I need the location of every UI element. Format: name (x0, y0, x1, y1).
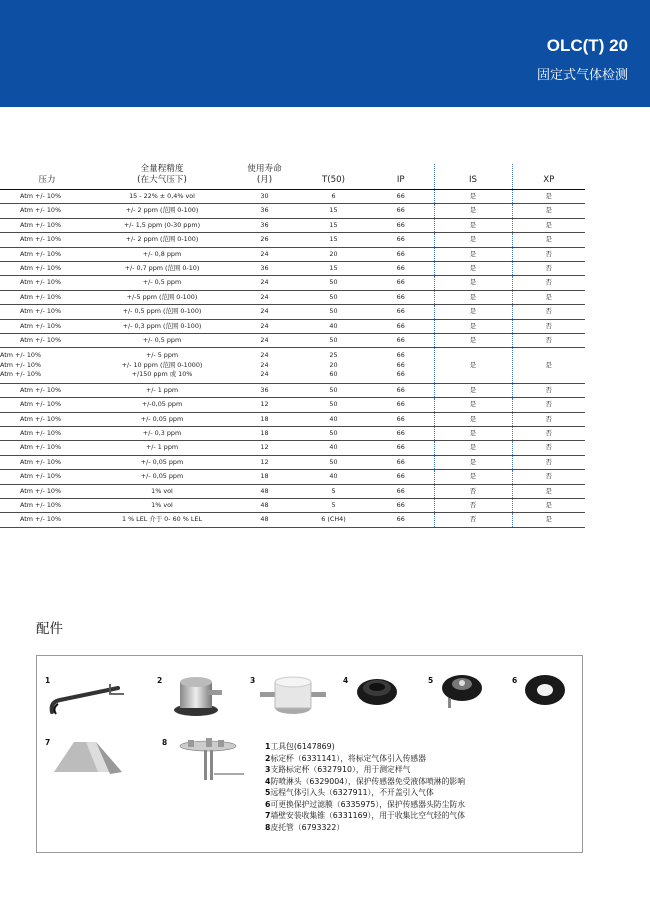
cell-life: 48 (230, 513, 299, 527)
legend-text: 支路标定杯（6327910），用于测定样气 (270, 765, 411, 774)
cell-xp: 否 (512, 383, 585, 397)
cell-xp: 是 (512, 348, 585, 383)
item-number-2: 2 (157, 676, 163, 685)
cell-pressure: Atm +/- 10% (0, 204, 94, 218)
cell-is: 是 (434, 455, 512, 469)
cell-life: 48 (230, 484, 299, 498)
header-banner (0, 0, 650, 107)
cell-life: 24 (230, 290, 299, 304)
cell-pressure: Atm +/- 10% (0, 334, 94, 348)
remote-gas-head-image (436, 670, 486, 712)
cell-accuracy: +/- 1 ppm (94, 441, 230, 455)
legend-number: 6 (265, 799, 271, 809)
cell-pressure: Atm +/- 10% (0, 498, 94, 512)
legend-text: 工具包(6147869) (270, 742, 335, 751)
cell-accuracy: +/- 0,3 ppm (94, 426, 230, 440)
cell-is: 是 (434, 190, 512, 204)
cell-life: 36 (230, 204, 299, 218)
table-row (0, 455, 585, 469)
cell-t50: 15 (299, 262, 368, 276)
page-title: OLC(T) 20 (546, 36, 628, 55)
table-row (0, 247, 585, 261)
cell-xp: 是 (512, 190, 585, 204)
legend-item (265, 822, 465, 834)
cell-t50: 6 (CH4) (299, 513, 368, 527)
cell-accuracy: 1% vol (94, 498, 230, 512)
cell-is: 是 (434, 247, 512, 261)
cell-accuracy: +/-0,05 ppm (94, 398, 230, 412)
cell-xp: 否 (512, 441, 585, 455)
cell-xp: 否 (512, 305, 585, 319)
table-row (0, 319, 585, 333)
cell-is: 否 (434, 498, 512, 512)
cell-is: 是 (434, 290, 512, 304)
cell-t50: 20 (299, 247, 368, 261)
header-t50: T(50) (299, 164, 368, 190)
item-number-7: 7 (45, 738, 51, 747)
cell-ip: 66 (368, 441, 434, 455)
filter-membrane-image (522, 672, 568, 708)
cell-is: 否 (434, 513, 512, 527)
cell-accuracy: +/- 0,05 ppm (94, 455, 230, 469)
cell-life: 12 (230, 398, 299, 412)
cell-xp: 否 (512, 426, 585, 440)
cell-is: 是 (434, 305, 512, 319)
item-number-4: 4 (343, 676, 349, 685)
legend-number: 3 (265, 765, 271, 774)
cell-accuracy: +/- 0,5 ppm (94, 276, 230, 290)
legend-number: 4 (265, 776, 271, 786)
cell-accuracy: +/- 5 ppm +/- 10 ppm (范围 0-1000) +/150 ppm 或 10% (94, 348, 230, 383)
cell-is: 是 (434, 398, 512, 412)
cell-t50: 6 (299, 190, 368, 204)
cell-t50: 50 (299, 276, 368, 290)
cell-accuracy: +/- 0,5 ppm (范围 0-100) (94, 305, 230, 319)
cell-pressure: Atm +/- 10% (0, 441, 94, 455)
table-row (0, 383, 585, 397)
pitot-tube-image (178, 734, 250, 782)
cell-life: 48 (230, 498, 299, 512)
cell-t50: 50 (299, 455, 368, 469)
cell-xp: 否 (512, 398, 585, 412)
cell-xp: 否 (512, 412, 585, 426)
cell-ip: 66 (368, 334, 434, 348)
cell-pressure: Atm +/- 10% (0, 218, 94, 232)
header-accuracy: 全量程精度 (在大气压下) (94, 164, 230, 190)
table-row (0, 470, 585, 484)
cell-ip: 66 (368, 498, 434, 512)
legend-text: 远程气体引入头（6327911），不开盖引入气体 (270, 788, 434, 797)
spray-head-image (352, 672, 402, 708)
cell-accuracy: +/- 0,7 ppm (范围 0-10) (94, 262, 230, 276)
cell-ip: 66 (368, 262, 434, 276)
legend-text: 可更换保护过滤膜（6335975），保护传感器头防尘防水 (270, 799, 465, 809)
cell-accuracy: +/- 1,5 ppm (0-30 ppm) (94, 218, 230, 232)
item-number-1: 1 (45, 676, 51, 685)
cell-t50: 50 (299, 398, 368, 412)
table-row (0, 276, 585, 290)
cell-xp: 否 (512, 247, 585, 261)
cell-xp: 是 (512, 233, 585, 247)
cell-t50: 50 (299, 426, 368, 440)
cell-is: 是 (434, 319, 512, 333)
table-row (0, 334, 585, 348)
cell-is: 是 (434, 470, 512, 484)
cell-pressure: Atm +/- 10% (0, 262, 94, 276)
cell-is: 否 (434, 484, 512, 498)
table-row (0, 498, 585, 512)
cell-xp: 否 (512, 276, 585, 290)
legend-item (265, 764, 465, 776)
table-row (0, 513, 585, 527)
table-row (0, 305, 585, 319)
cell-xp: 否 (512, 262, 585, 276)
cell-pressure: Atm +/- 10% (0, 455, 94, 469)
legend-item (265, 787, 465, 799)
cell-pressure: Atm +/- 10% (0, 319, 94, 333)
cell-ip: 66 (368, 412, 434, 426)
cell-xp: 是 (512, 498, 585, 512)
header-life: 使用寿命 (月) (230, 164, 299, 190)
legend-item (265, 799, 465, 811)
table-row (0, 441, 585, 455)
cell-xp: 否 (512, 334, 585, 348)
table-row (0, 484, 585, 498)
legend-text: 标定杯（6331141），将标定气体引入传感器 (270, 753, 427, 763)
legend-number: 1 (265, 742, 271, 751)
cell-life: 36 (230, 218, 299, 232)
cell-accuracy: +/- 2 ppm (范围 0-100) (94, 204, 230, 218)
cell-life: 24 (230, 247, 299, 261)
cell-ip: 66 (368, 305, 434, 319)
cell-pressure: Atm +/- 10% (0, 190, 94, 204)
cell-ip: 66 (368, 190, 434, 204)
cell-accuracy: 1% vol (94, 484, 230, 498)
cell-ip: 66 (368, 484, 434, 498)
cell-is: 是 (434, 426, 512, 440)
cell-t50: 50 (299, 305, 368, 319)
cell-life: 24 (230, 305, 299, 319)
cell-is: 是 (434, 383, 512, 397)
cell-t50: 15 (299, 233, 368, 247)
cell-life: 18 (230, 470, 299, 484)
cell-pressure: Atm +/- 10% (0, 513, 94, 527)
table-row (0, 290, 585, 304)
tool-kit-image (48, 680, 128, 722)
cell-is: 是 (434, 412, 512, 426)
cell-t50: 15 (299, 204, 368, 218)
accessories-title: 配件 (36, 621, 63, 637)
cell-ip: 66 (368, 455, 434, 469)
cell-pressure: Atm +/- 10% (0, 305, 94, 319)
cell-accuracy: +/- 0,05 ppm (94, 470, 230, 484)
cell-is: 是 (434, 204, 512, 218)
cell-life: 24 (230, 334, 299, 348)
cell-ip: 66 66 66 (368, 348, 434, 383)
legend-item (265, 741, 465, 753)
cell-ip: 66 (368, 247, 434, 261)
cell-is: 是 (434, 262, 512, 276)
cell-t50: 40 (299, 441, 368, 455)
cell-ip: 66 (368, 470, 434, 484)
cell-ip: 66 (368, 426, 434, 440)
legend-number: 8 (265, 822, 271, 832)
table-header-row (0, 164, 585, 190)
table-row (0, 190, 585, 204)
legend-text: 防喷淋头（6329004），保护传感器免受液体喷淋的影响 (270, 776, 465, 786)
header-xp: XP (512, 164, 585, 190)
cell-ip: 66 (368, 218, 434, 232)
cell-ip: 66 (368, 398, 434, 412)
cell-xp: 否 (512, 470, 585, 484)
cell-xp: 是 (512, 218, 585, 232)
legend-text: 皮托管（6793322） (270, 822, 345, 832)
legend-number: 2 (265, 753, 271, 763)
legend-item (265, 753, 465, 765)
legend-item (265, 810, 465, 822)
cell-accuracy: +/-5 ppm (范围 0-100) (94, 290, 230, 304)
table-row (0, 426, 585, 440)
cell-xp: 否 (512, 455, 585, 469)
cell-xp: 是 (512, 204, 585, 218)
cell-ip: 66 (368, 204, 434, 218)
cell-life: 24 24 24 (230, 348, 299, 383)
header-is: IS (434, 164, 512, 190)
legend-item (265, 776, 465, 788)
cell-ip: 66 (368, 290, 434, 304)
header-ip: IP (368, 164, 434, 190)
cell-t50: 25 20 60 (299, 348, 368, 383)
cell-is: 是 (434, 334, 512, 348)
cell-ip: 66 (368, 233, 434, 247)
item-number-8: 8 (162, 738, 168, 747)
cell-t50: 5 (299, 484, 368, 498)
cell-is: 是 (434, 276, 512, 290)
cell-pressure: Atm +/- 10% (0, 398, 94, 412)
cell-accuracy: +/- 2 ppm (范围 0-100) (94, 233, 230, 247)
header-pressure: 压力 (0, 164, 94, 190)
table-row-multi (0, 348, 585, 383)
cell-t50: 40 (299, 470, 368, 484)
cell-accuracy: +/- 0,05 ppm (94, 412, 230, 426)
cell-life: 36 (230, 262, 299, 276)
cell-accuracy: +/- 0,8 ppm (94, 247, 230, 261)
legend-text: 墙壁安装收集锥（6331169），用于收集比空气轻的气体 (270, 811, 465, 820)
cell-pressure: Atm +/- 10% Atm +/- 10% Atm +/- 10% (0, 348, 94, 383)
cell-accuracy: +/- 0,3 ppm (范围 0-100) (94, 319, 230, 333)
cell-pressure: Atm +/- 10% (0, 233, 94, 247)
cell-xp: 是 (512, 290, 585, 304)
cell-life: 30 (230, 190, 299, 204)
collecting-cone-image (52, 740, 124, 776)
cell-pressure: Atm +/- 10% (0, 426, 94, 440)
cell-t50: 5 (299, 498, 368, 512)
cell-life: 12 (230, 441, 299, 455)
cell-ip: 66 (368, 513, 434, 527)
table-row (0, 412, 585, 426)
cell-life: 18 (230, 412, 299, 426)
cell-is: 是 (434, 218, 512, 232)
table-row (0, 233, 585, 247)
cell-xp: 是 (512, 513, 585, 527)
bypass-cup-image (258, 672, 328, 717)
table-row (0, 218, 585, 232)
legend-number: 5 (265, 788, 271, 797)
cell-xp: 否 (512, 319, 585, 333)
cell-ip: 66 (368, 319, 434, 333)
cell-life: 18 (230, 426, 299, 440)
legend-number: 7 (265, 811, 271, 820)
cell-ip: 66 (368, 383, 434, 397)
table-row (0, 398, 585, 412)
cell-xp: 是 (512, 484, 585, 498)
cell-life: 26 (230, 233, 299, 247)
spec-table (0, 164, 585, 528)
calibration-cup-image (168, 670, 228, 720)
cell-life: 24 (230, 276, 299, 290)
cell-accuracy: +/- 1 ppm (94, 383, 230, 397)
cell-accuracy: +/- 0,5 ppm (94, 334, 230, 348)
cell-t50: 50 (299, 334, 368, 348)
item-number-5: 5 (428, 676, 434, 685)
cell-t50: 50 (299, 383, 368, 397)
cell-ip: 66 (368, 276, 434, 290)
cell-pressure: Atm +/- 10% (0, 412, 94, 426)
cell-pressure: Atm +/- 10% (0, 383, 94, 397)
item-number-3: 3 (250, 676, 256, 685)
page-subtitle: 固定式气体检测 (536, 68, 628, 83)
cell-is: 是 (434, 441, 512, 455)
cell-pressure: Atm +/- 10% (0, 290, 94, 304)
item-number-6: 6 (512, 676, 518, 685)
cell-life: 36 (230, 383, 299, 397)
cell-pressure: Atm +/- 10% (0, 470, 94, 484)
cell-pressure: Atm +/- 10% (0, 484, 94, 498)
cell-t50: 15 (299, 218, 368, 232)
cell-accuracy: 1 % LEL 介于 0- 60 % LEL (94, 513, 230, 527)
accessories-legend (265, 741, 465, 833)
table-row (0, 204, 585, 218)
cell-accuracy: 15 - 22% ± 0,4% vol (94, 190, 230, 204)
cell-t50: 40 (299, 319, 368, 333)
cell-is: 是 (434, 348, 512, 383)
cell-life: 24 (230, 319, 299, 333)
cell-pressure: Atm +/- 10% (0, 276, 94, 290)
cell-t50: 40 (299, 412, 368, 426)
table-row (0, 262, 585, 276)
cell-life: 12 (230, 455, 299, 469)
cell-is: 是 (434, 233, 512, 247)
cell-pressure: Atm +/- 10% (0, 247, 94, 261)
cell-t50: 50 (299, 290, 368, 304)
